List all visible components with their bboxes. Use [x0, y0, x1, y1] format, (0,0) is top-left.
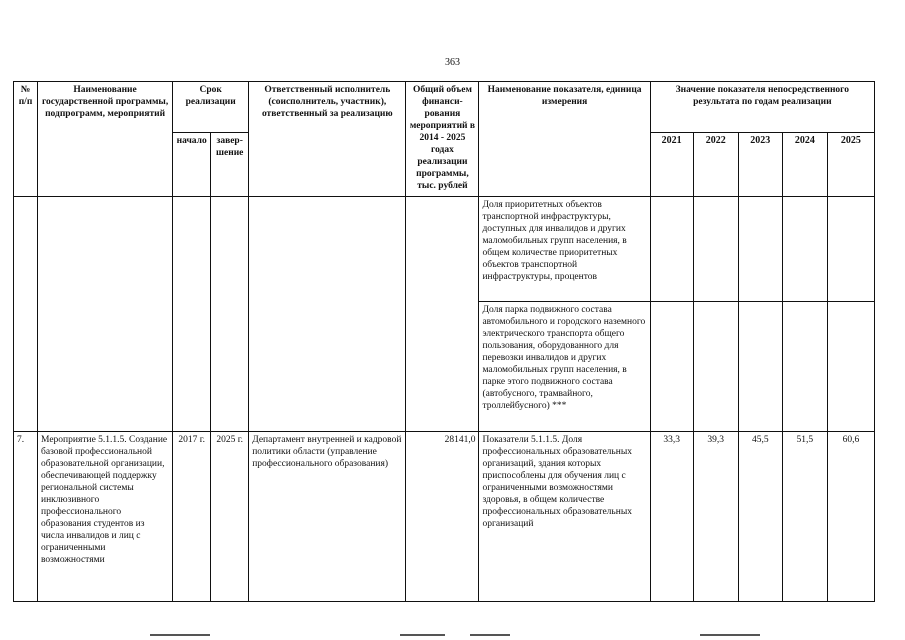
- row-num: 7.: [14, 431, 38, 601]
- row-indicator: Показатели 5.1.1.5. Доля профессиональных образовательных организаций, здания которых приспособлены для обучения лиц с ограниченными возможностями здоровья, в общем количестве профессиональных образовательных организаций: [479, 431, 650, 601]
- header-year-2024: 2024: [782, 133, 827, 197]
- row-value-2022: 39,3: [693, 431, 738, 601]
- row-funding: 28141,0: [406, 431, 479, 601]
- row-value-2021: [650, 197, 693, 302]
- row-indicator: Доля приоритетных объектов транспортной инфраструктуры, доступных для инвалидов и других маломобильных групп населения, в общем количестве приоритетных объектов транспортной инфраструктуры, процентов: [479, 197, 650, 302]
- table-row: [14, 197, 875, 302]
- row-name: Мероприятие 5.1.1.5. Создание базовой профессиональной образовательной организации, обеспечивающей поддержку региональной системы инклюзивного профессионального образования студентов из числа инвалидов и лиц с ограниченными возможностями: [38, 431, 173, 601]
- row-value-2022: [693, 197, 738, 302]
- header-values: Значение показателя непосредственного результата по годам реализации: [650, 82, 874, 133]
- header-num: № п/п: [14, 82, 38, 197]
- scan-edge-mark: [470, 634, 510, 636]
- row-funding: [406, 197, 479, 431]
- header-year-2023: 2023: [738, 133, 782, 197]
- scan-edge-mark: [400, 634, 445, 636]
- page-number: 363: [445, 57, 460, 68]
- row-value-2025: 60,6: [827, 431, 874, 601]
- header-term: Срок реализации: [173, 82, 249, 133]
- header-year-2025: 2025: [827, 133, 874, 197]
- row-value-2025: [827, 197, 874, 302]
- header-term-start: начало: [173, 133, 211, 197]
- row-executor: Департамент внутренней и кадровой политики области (управление профессионального образования): [249, 431, 406, 601]
- header-year-2022: 2022: [693, 133, 738, 197]
- row-indicator: Доля парка подвижного состава автомобильного и городского наземного электрического транспорта общего пользования, оборудованного для перевозки инвалидов и других маломобильных групп населения, в парке этого подвижного состава (автобусного, трамвайного, троллейбусного) ***: [479, 302, 650, 431]
- header-year-2021: 2021: [650, 133, 693, 197]
- header-executor: Ответственный исполнитель (соисполнитель, участник), ответственный за реализацию: [249, 82, 406, 197]
- row-name: [38, 197, 173, 431]
- row-executor: [249, 197, 406, 431]
- row-start: [173, 197, 211, 431]
- header-funding: Общий объем финанси-рования мероприятий в 2014 - 2025 годах реализации программы, тыс. рублей: [406, 82, 479, 197]
- row-value-2021: [650, 302, 693, 431]
- indicators-table: [13, 81, 875, 602]
- row-end: 2025 г.: [211, 431, 249, 601]
- row-value-2023: 45,5: [738, 431, 782, 601]
- table-row: [14, 431, 875, 601]
- row-value-2022: [693, 302, 738, 431]
- row-end: [211, 197, 249, 431]
- row-num: [14, 197, 38, 431]
- row-value-2023: [738, 302, 782, 431]
- row-value-2024: [782, 302, 827, 431]
- row-value-2025: [827, 302, 874, 431]
- row-value-2021: 33,3: [650, 431, 693, 601]
- header-name: Наименование государственной программы, подпрограмм, мероприятий: [38, 82, 173, 197]
- row-value-2024: 51,5: [782, 431, 827, 601]
- row-value-2023: [738, 197, 782, 302]
- scan-edge-mark: [150, 634, 210, 636]
- scan-edge-mark: [700, 634, 760, 636]
- row-value-2024: [782, 197, 827, 302]
- header-indicator: Наименование показателя, единица измерения: [479, 82, 650, 197]
- header-term-end: завер-шение: [211, 133, 249, 197]
- row-start: 2017 г.: [173, 431, 211, 601]
